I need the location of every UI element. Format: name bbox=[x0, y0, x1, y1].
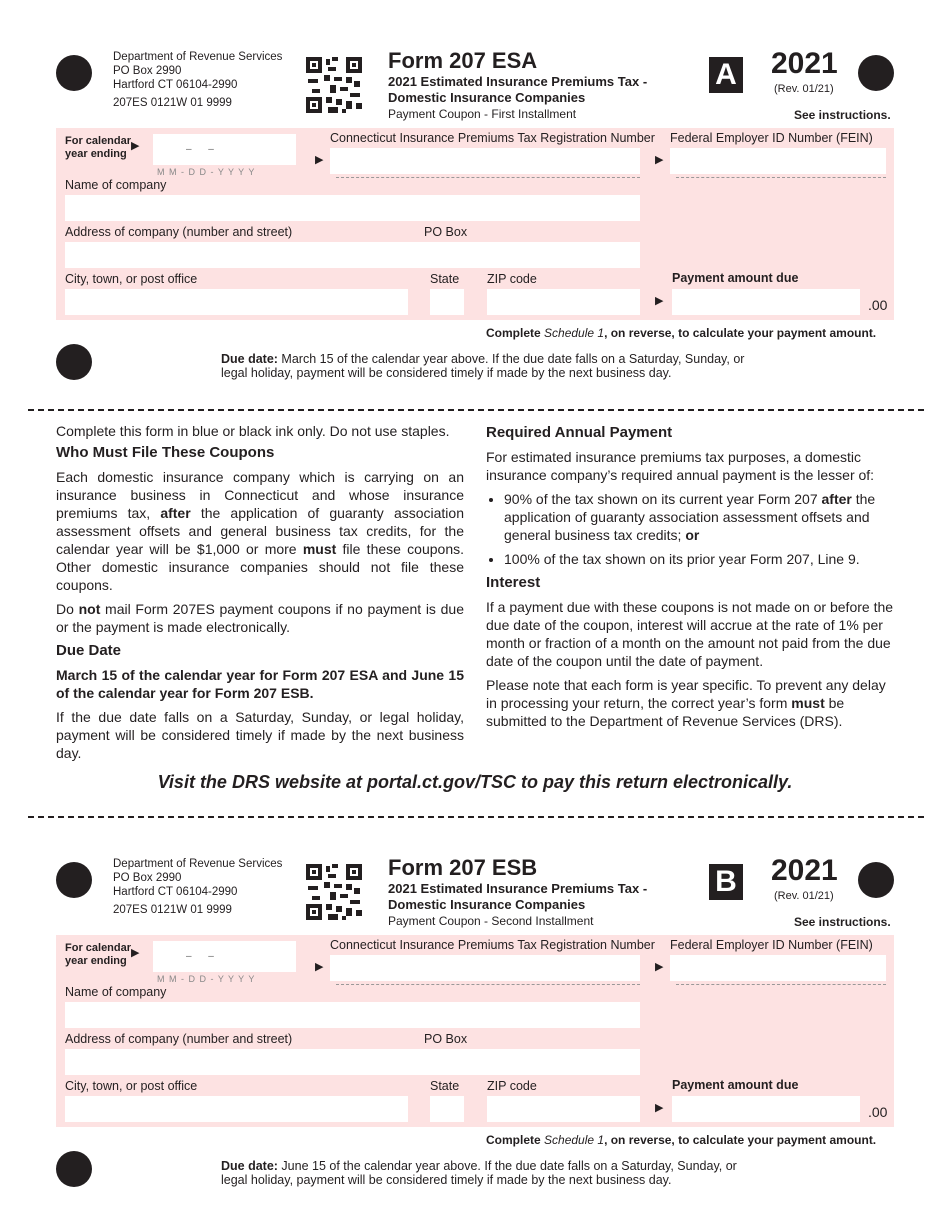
interest-heading: Interest bbox=[486, 574, 541, 591]
required-payment-list bbox=[486, 490, 894, 568]
arrow-icon: ▶ bbox=[131, 140, 140, 152]
calendar-year-ending-input[interactable]: – – bbox=[153, 941, 296, 972]
po-box-label: PO Box bbox=[424, 1032, 468, 1046]
instructions-right-column bbox=[486, 422, 894, 736]
due-date-note: Due date: June 15 of the calendar year above. If the due date falls on a Saturday, Sunday, or legal holiday, payment will be considered timely if made by the next business day. bbox=[221, 1159, 737, 1187]
city-label: City, town, or post office bbox=[65, 1079, 198, 1093]
payment-amount-label: Payment amount due bbox=[672, 271, 799, 285]
agency-address: Department of Revenue Services PO Box 2990 Hartford CT 06104-2990 207ES 0121W 01 9999 bbox=[113, 51, 283, 109]
calendar-year-ending-input[interactable]: – – bbox=[153, 134, 296, 165]
payment-amount-input[interactable] bbox=[672, 1096, 860, 1122]
registration-dot bbox=[56, 1151, 92, 1187]
registration-number-guide bbox=[336, 984, 640, 985]
registration-number-guide bbox=[336, 177, 640, 178]
form-title: Form 207 ESB bbox=[388, 855, 538, 880]
company-name-label: Name of company bbox=[65, 985, 167, 999]
form-year: 2021 bbox=[771, 47, 838, 80]
fein-input[interactable] bbox=[670, 955, 886, 981]
cut-line bbox=[28, 409, 924, 411]
coupon-name: Payment Coupon - First Installment bbox=[388, 107, 577, 121]
payment-amount-label: Payment amount due bbox=[672, 1078, 799, 1092]
coupon-b bbox=[0, 807, 950, 1207]
zip-input[interactable] bbox=[487, 289, 640, 315]
address-label: Address of company (number and street) bbox=[65, 1032, 293, 1046]
instructions-left-column bbox=[56, 422, 464, 768]
arrow-icon: ▶ bbox=[655, 154, 664, 166]
due-date-text: If the due date falls on a Saturday, Sunday, or legal holiday, payment will be considered timely if made by the next business day. bbox=[56, 709, 464, 761]
fein-label: Federal Employer ID Number (FEIN) bbox=[670, 131, 873, 145]
calendar-label: For calendar year ending bbox=[65, 942, 132, 967]
po-box-label: PO Box bbox=[424, 225, 468, 239]
year-specific-note: Please note that each form is year specific. To prevent any delay in processing your return, the correct year’s form must be submitted to the Department of Revenue Services (DRS). bbox=[486, 677, 886, 729]
registration-dot bbox=[858, 862, 894, 898]
calendar-label: For calendar year ending bbox=[65, 135, 132, 160]
zip-label: ZIP code bbox=[487, 272, 537, 286]
who-must-file-heading: Who Must File These Coupons bbox=[56, 444, 275, 461]
state-label: State bbox=[430, 1079, 460, 1093]
address-input[interactable] bbox=[65, 1049, 640, 1075]
list-item: • 100% of the tax shown on its prior year Form 207, Line 9. bbox=[504, 550, 894, 568]
interest-text: If a payment due with these coupons is not made on or before the due date of the coupon, interest will accrue at the rate of 1% per month or fraction of a month on the amount not paid from the due date of the coupon until the date of payment. bbox=[486, 599, 894, 669]
registration-dot bbox=[56, 55, 92, 91]
due-date-heading: Due Date bbox=[56, 642, 122, 659]
state-label: State bbox=[430, 272, 460, 286]
ink-note: Complete this form in blue or black ink only. Do not use staples. bbox=[56, 423, 450, 439]
due-date-note: Due date: March 15 of the calendar year above. If the due date falls on a Saturday, Sunday, or legal holiday, payment will be considered timely if made by the next business day. bbox=[221, 352, 745, 380]
payment-amount-input[interactable] bbox=[672, 289, 860, 315]
address-input[interactable] bbox=[65, 242, 640, 268]
form-subtitle: 2021 Estimated Insurance Premiums Tax - Domestic Insurance Companies bbox=[388, 74, 648, 105]
form-year: 2021 bbox=[771, 854, 838, 887]
zip-input[interactable] bbox=[487, 1096, 640, 1122]
form-title: Form 207 ESA bbox=[388, 48, 538, 73]
do-not-mail-text: Do not mail Form 207ES payment coupons if no payment is due or the payment is made electronically. bbox=[56, 601, 464, 635]
due-date-bold: March 15 of the calendar year for Form 207 ESA and June 15 of the calendar year for Form 207 ESB. bbox=[56, 667, 464, 701]
arrow-icon: ▶ bbox=[315, 154, 324, 166]
registration-number-label: Connecticut Insurance Premiums Tax Registration Number bbox=[330, 131, 655, 145]
fein-input[interactable] bbox=[670, 148, 886, 174]
who-must-file-text: Each domestic insurance company which is carrying on an insurance business in Connecticut and whose insurance premiums tax, after the application of guaranty association assessment offsets and general business tax credits, for the calendar year will be $1,000 or more must file these coupons. Other domestic insurance companies should not file these coupons. bbox=[56, 469, 464, 593]
see-instructions: See instructions. bbox=[794, 915, 891, 929]
registration-number-label: Connecticut Insurance Premiums Tax Registration Number bbox=[330, 938, 655, 952]
address-label: Address of company (number and street) bbox=[65, 225, 293, 239]
arrow-icon: ▶ bbox=[655, 295, 664, 307]
form-subtitle: 2021 Estimated Insurance Premiums Tax - Domestic Insurance Companies bbox=[388, 881, 648, 912]
complete-schedule-note: Complete Schedule 1, on reverse, to calculate your payment amount. bbox=[486, 1133, 877, 1147]
coupon-a bbox=[0, 0, 950, 400]
arrow-icon: ▶ bbox=[655, 961, 664, 973]
state-input[interactable] bbox=[430, 289, 464, 315]
coupon-letter-badge: B bbox=[709, 864, 743, 900]
complete-schedule-note: Complete Schedule 1, on reverse, to calculate your payment amount. bbox=[486, 326, 877, 340]
city-label: City, town, or post office bbox=[65, 272, 198, 286]
company-name-input[interactable] bbox=[65, 1002, 640, 1028]
registration-number-input[interactable] bbox=[330, 148, 640, 174]
city-input[interactable] bbox=[65, 289, 408, 315]
payment-cents: .00 bbox=[868, 1104, 888, 1120]
coupon-name: Payment Coupon - Second Installment bbox=[388, 914, 594, 928]
revision: (Rev. 01/21) bbox=[774, 890, 834, 902]
arrow-icon: ▶ bbox=[655, 1102, 664, 1114]
qr-code-icon bbox=[306, 57, 362, 113]
company-name-input[interactable] bbox=[65, 195, 640, 221]
required-payment-heading: Required Annual Payment bbox=[486, 424, 673, 441]
registration-number-input[interactable] bbox=[330, 955, 640, 981]
registration-dot bbox=[56, 862, 92, 898]
list-item: • 90% of the tax shown on its current year Form 207 after the application of guaranty association assessment offsets and general business tax credits; or bbox=[504, 490, 894, 544]
zip-label: ZIP code bbox=[487, 1079, 537, 1093]
payment-cents: .00 bbox=[868, 297, 888, 313]
revision: (Rev. 01/21) bbox=[774, 83, 834, 95]
date-format-hint: M M - D D - Y Y Y Y bbox=[157, 167, 256, 177]
see-instructions: See instructions. bbox=[794, 108, 891, 122]
fein-guide bbox=[676, 984, 886, 985]
company-name-label: Name of company bbox=[65, 178, 167, 192]
registration-dot bbox=[858, 55, 894, 91]
coupon-letter-badge: A bbox=[709, 57, 743, 93]
arrow-icon: ▶ bbox=[315, 961, 324, 973]
arrow-icon: ▶ bbox=[131, 947, 140, 959]
visit-website-line: Visit the DRS website at portal.ct.gov/TSC to pay this return electronically. bbox=[157, 772, 793, 792]
fein-label: Federal Employer ID Number (FEIN) bbox=[670, 938, 873, 952]
required-payment-text: For estimated insurance premiums tax purposes, a domestic insurance company’s required annual payment is the lesser of: bbox=[486, 449, 875, 483]
registration-dot bbox=[56, 344, 92, 380]
state-input[interactable] bbox=[430, 1096, 464, 1122]
city-input[interactable] bbox=[65, 1096, 408, 1122]
agency-address: Department of Revenue Services PO Box 2990 Hartford CT 06104-2990 207ES 0121W 01 9999 bbox=[113, 858, 283, 916]
fein-guide bbox=[676, 177, 886, 178]
qr-code-icon bbox=[306, 864, 362, 920]
date-format-hint: M M - D D - Y Y Y Y bbox=[157, 974, 256, 984]
